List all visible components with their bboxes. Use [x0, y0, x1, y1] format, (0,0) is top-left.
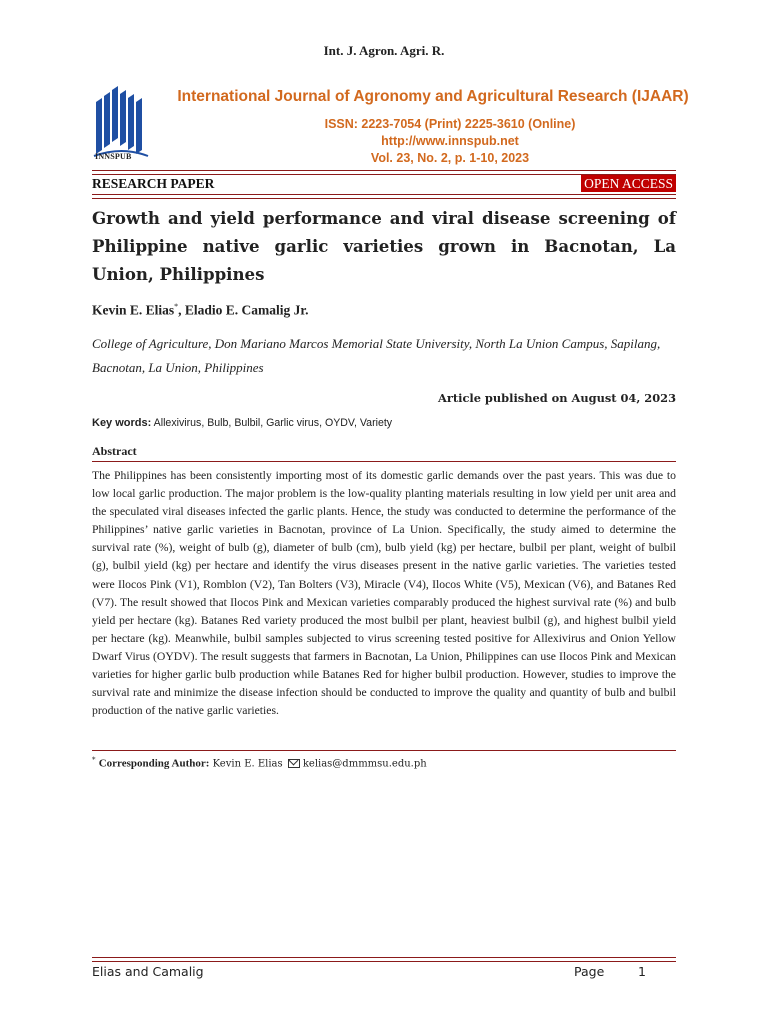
- publication-date: Article published on August 04, 2023: [438, 391, 676, 405]
- paper-title: Growth and yield performance and viral disease screening of Philippine native garlic varieties grown in Bacnotan, La Union, Philippines: [92, 208, 676, 284]
- envelope-icon: [288, 759, 300, 768]
- journal-issn: ISSN: 2223-7054 (Print) 2225-3610 (Online): [324, 117, 576, 131]
- running-head: Int. J. Agron. Agri. R.: [323, 43, 445, 58]
- abstract-bottom-rule: [92, 750, 676, 751]
- footer-divider: [92, 957, 676, 962]
- keywords: [92, 417, 676, 429]
- affiliation: College of Agriculture, Don Mariano Marcos Memorial State University, North La Union Campus, Sapilang, Bacnotan, La Union, Philippines: [92, 336, 661, 375]
- footer-authors: Elias and Camalig: [92, 964, 204, 979]
- journal-url[interactable]: http://www.innspub.net: [381, 134, 519, 148]
- corresponding-email[interactable]: kelias@dmmmsu.edu.ph: [302, 758, 427, 770]
- journal-header: [160, 88, 706, 167]
- corresponding-name: Kevin E. Elias: [212, 758, 283, 770]
- author-list: [92, 302, 309, 319]
- journal-title: International Journal of Agronomy and Agricultural Research (IJAAR): [177, 88, 689, 105]
- corresponding-footnote-mark: *: [92, 756, 96, 764]
- corresponding-mark: *: [174, 302, 179, 311]
- author-rest: , Eladio E. Camalig Jr.: [178, 302, 309, 318]
- title-divider: [92, 194, 676, 199]
- journal-volume: Vol. 23, No. 2, p. 1-10, 2023: [370, 151, 530, 165]
- footer-page-number: 1: [638, 964, 646, 979]
- abstract-heading: Abstract: [92, 444, 137, 458]
- corresponding-author: [92, 756, 427, 769]
- abstract-top-rule: [92, 461, 676, 462]
- abstract-body: The Philippines has been consistently importing most of its domestic garlic demands over the past years. This was due to low local garlic production. The major problem is the low-quality planting materials resulting in low yield per unit area and the speculated viral diseases infected the garlic plants. Hence, the study was conducted to determine the performance of the Philippines’ native garlic varieties in Bacnotan, province of La Union. Specifically, the study aimed to determine the survival rate (%), weight of bulb (g), diameter of bulb (cm), bulb yield (kg) per hectare, bulbil per plant, weight of bulbil (g), bulbil yield (kg) per hectare and identify the virus diseases present in the native garlic varieties. The varieties tested were Ilocos Pink (V1), Romblon (V2), Tan Bolters (V3), Miracle (V4), Ilocos White (V5), Mexican (V6), and Batanes Red (V7). The result showed that Ilocos Pink and Mexican varieties comparably produced the highest survival rate (%) and bulb yield per hectare (kg). Batanes Red variety produced the most bulbil per plant, heaviest bulbil (g), and highest bulbil yield per hectare (kg). Meanwhile, bulbil samples subjected to virus screening tested positive for Allexivirus and Onion Yellow Dwarf Virus (OYDV). The result suggests that farmers in Bacnotan, La Union, Philippines can use Ilocos Pink and Mexican varieties for higher garlic bulb production while Batanes Red for higher bulbil production. However, studies to improve the survival rate and minimize the disease infection should be conducted to improve the quality and quantity of bulb and bulbil production of the native garlic varieties.: [92, 469, 676, 718]
- corresponding-label: Corresponding Author:: [98, 757, 210, 770]
- open-access-badge: OPEN ACCESS: [581, 175, 676, 192]
- publisher-name: INNSPUB: [95, 152, 132, 161]
- keywords-label: Key words:: [92, 417, 152, 429]
- paper-type: RESEARCH PAPER: [92, 176, 215, 191]
- footer-page-label: Page: [574, 964, 605, 979]
- keywords-value: Allexivirus, Bulb, Bulbil, Garlic virus, OYDV, Variety: [153, 417, 393, 429]
- author-1: Kevin E. Elias: [92, 302, 175, 318]
